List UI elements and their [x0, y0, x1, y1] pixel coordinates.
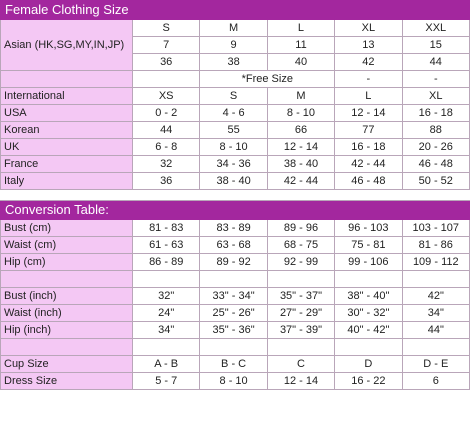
size-cell: L — [335, 88, 402, 105]
size-cell: 46 - 48 — [402, 156, 469, 173]
size-cell: 16 - 22 — [335, 373, 402, 390]
size-cell: 63 - 68 — [200, 237, 267, 254]
table-row — [1, 122, 470, 139]
size-cell: B - C — [200, 356, 267, 373]
size-cell: 50 - 52 — [402, 173, 469, 190]
size-cell: 38" - 40" — [335, 288, 402, 305]
size-cell: 42 - 44 — [335, 156, 402, 173]
table-row — [1, 139, 470, 156]
row-label: Waist (inch) — [1, 305, 133, 322]
size-cell: XL — [335, 20, 402, 37]
size-cell: XS — [133, 88, 200, 105]
size-cell: 75 - 81 — [335, 237, 402, 254]
table-row — [1, 322, 470, 339]
table-row — [1, 156, 470, 173]
size-cell: 88 — [402, 122, 469, 139]
row-label: Bust (inch) — [1, 288, 133, 305]
row-label: UK — [1, 139, 133, 156]
size-cell: 32" — [133, 288, 200, 305]
size-cell: 37" - 39" — [267, 322, 334, 339]
size-cell: 16 - 18 — [402, 105, 469, 122]
spacer-cell — [1, 190, 470, 201]
empty-cell — [335, 339, 402, 356]
size-cell: 12 - 14 — [335, 105, 402, 122]
empty-cell — [133, 71, 200, 88]
row-label: Italy — [1, 173, 133, 190]
empty-cell — [133, 339, 200, 356]
size-cell: 11 — [267, 37, 334, 54]
size-cell: 24" — [133, 305, 200, 322]
size-cell: 89 - 92 — [200, 254, 267, 271]
size-cell: 55 — [200, 122, 267, 139]
size-cell: S — [133, 20, 200, 37]
size-cell: D - E — [402, 356, 469, 373]
size-cell: 40 — [267, 54, 334, 71]
size-cell: 5 - 7 — [133, 373, 200, 390]
size-cell: 42 — [335, 54, 402, 71]
size-cell: 44" — [402, 322, 469, 339]
row-label: Hip (cm) — [1, 254, 133, 271]
size-cell: 92 - 99 — [267, 254, 334, 271]
size-cell: 8 - 10 — [200, 139, 267, 156]
size-cell: 6 - 8 — [133, 139, 200, 156]
row-label: International — [1, 88, 133, 105]
table-row — [1, 20, 470, 37]
size-cell: 36 — [133, 54, 200, 71]
size-cell: 81 - 86 — [402, 237, 469, 254]
table-row — [1, 105, 470, 122]
size-cell: 13 — [335, 37, 402, 54]
size-cell: 89 - 96 — [267, 220, 334, 237]
size-cell: 42 - 44 — [267, 173, 334, 190]
size-cell: 34" — [133, 322, 200, 339]
table-row — [1, 288, 470, 305]
size-cell: XL — [402, 88, 469, 105]
size-cell: 4 - 6 — [200, 105, 267, 122]
size-cell: 35" - 37" — [267, 288, 334, 305]
table-row — [1, 305, 470, 322]
row-label-empty — [1, 71, 133, 88]
size-cell: 40" - 42" — [335, 322, 402, 339]
size-cell: 77 — [335, 122, 402, 139]
size-cell: 25" - 26" — [200, 305, 267, 322]
size-cell: 86 - 89 — [133, 254, 200, 271]
blank-row — [1, 339, 470, 356]
size-cell: 38 - 40 — [267, 156, 334, 173]
empty-cell — [267, 339, 334, 356]
empty-cell — [402, 271, 469, 288]
empty-cell — [133, 271, 200, 288]
size-cell: 99 - 106 — [335, 254, 402, 271]
size-cell: 34 - 36 — [200, 156, 267, 173]
row-label: France — [1, 156, 133, 173]
size-cell: 9 — [200, 37, 267, 54]
size-cell: 44 — [133, 122, 200, 139]
row-label: Korean — [1, 122, 133, 139]
spacer-row — [1, 190, 470, 201]
size-cell: 83 - 89 — [200, 220, 267, 237]
size-cell: C — [267, 356, 334, 373]
empty-cell — [402, 339, 469, 356]
table-row — [1, 173, 470, 190]
empty-cell — [200, 339, 267, 356]
size-cell: 68 - 75 — [267, 237, 334, 254]
size-cell: M — [200, 20, 267, 37]
conversion-title: Conversion Table: — [1, 201, 470, 220]
size-cell: 36 — [133, 173, 200, 190]
size-cell: - — [335, 71, 402, 88]
size-cell: XXL — [402, 20, 469, 37]
size-cell: 6 — [402, 373, 469, 390]
female-title: Female Clothing Size — [1, 1, 470, 20]
size-cell: 34" — [402, 305, 469, 322]
row-label: Waist (cm) — [1, 237, 133, 254]
size-cell: 46 - 48 — [335, 173, 402, 190]
female-header-row — [1, 1, 470, 20]
row-label-asian: Asian (HK,SG,MY,IN,JP) — [1, 20, 133, 71]
size-cell: 8 - 10 — [267, 105, 334, 122]
size-cell: 81 - 83 — [133, 220, 200, 237]
size-cell: 44 — [402, 54, 469, 71]
table-row — [1, 88, 470, 105]
size-cell: A - B — [133, 356, 200, 373]
row-label-empty — [1, 339, 133, 356]
table-row — [1, 373, 470, 390]
conversion-header-row — [1, 201, 470, 220]
size-cell: 61 - 63 — [133, 237, 200, 254]
table-row — [1, 220, 470, 237]
size-cell: S — [200, 88, 267, 105]
size-cell: 20 - 26 — [402, 139, 469, 156]
size-cell: 7 — [133, 37, 200, 54]
size-cell: 33" - 34" — [200, 288, 267, 305]
size-cell: 0 - 2 — [133, 105, 200, 122]
size-cell: 8 - 10 — [200, 373, 267, 390]
size-cell: 38 — [200, 54, 267, 71]
size-cell: 96 - 103 — [335, 220, 402, 237]
table-row — [1, 71, 470, 88]
table-row — [1, 356, 470, 373]
size-cell: 12 - 14 — [267, 139, 334, 156]
size-cell: 109 - 112 — [402, 254, 469, 271]
size-cell: 16 - 18 — [335, 139, 402, 156]
size-cell: 35" - 36" — [200, 322, 267, 339]
empty-cell — [200, 271, 267, 288]
size-cell: 12 - 14 — [267, 373, 334, 390]
size-cell: 66 — [267, 122, 334, 139]
table-row — [1, 237, 470, 254]
row-label: Hip (inch) — [1, 322, 133, 339]
size-cell: 32 — [133, 156, 200, 173]
size-cell: 38 - 40 — [200, 173, 267, 190]
empty-cell — [335, 271, 402, 288]
free-size-cell: *Free Size — [200, 71, 335, 88]
row-label: USA — [1, 105, 133, 122]
size-cell: D — [335, 356, 402, 373]
size-cell: 42" — [402, 288, 469, 305]
size-cell: - — [402, 71, 469, 88]
row-label: Dress Size — [1, 373, 133, 390]
size-cell: 30" - 32" — [335, 305, 402, 322]
empty-cell — [267, 271, 334, 288]
table-row — [1, 254, 470, 271]
size-cell: M — [267, 88, 334, 105]
size-cell: 27" - 29" — [267, 305, 334, 322]
row-label-empty — [1, 271, 133, 288]
row-label: Bust (cm) — [1, 220, 133, 237]
size-cell: L — [267, 20, 334, 37]
size-cell: 15 — [402, 37, 469, 54]
blank-row — [1, 271, 470, 288]
row-label: Cup Size — [1, 356, 133, 373]
size-cell: 103 - 107 — [402, 220, 469, 237]
